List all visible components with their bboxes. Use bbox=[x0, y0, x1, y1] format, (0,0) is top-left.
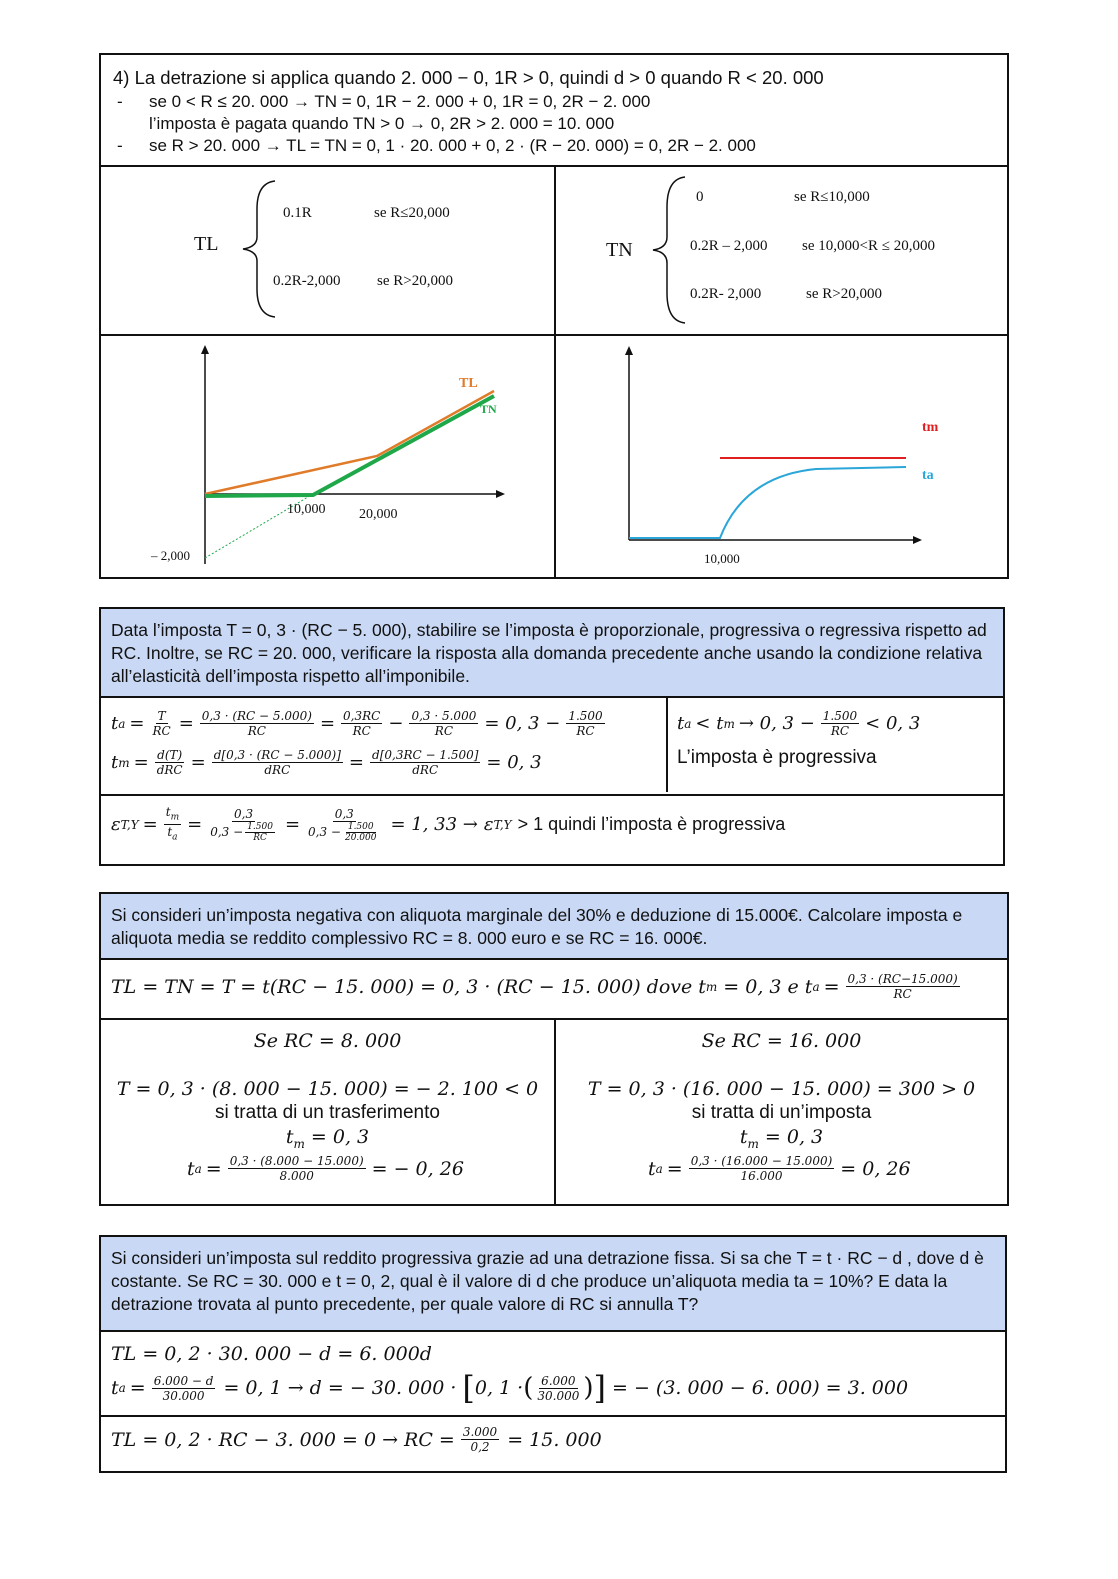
s2-e3-den-fd: 20.000 bbox=[344, 832, 377, 843]
s2-ta-sub: a bbox=[118, 716, 126, 731]
s2-cf-num: 1.500 bbox=[822, 709, 858, 723]
g2-tm-text: tm bbox=[922, 420, 939, 435]
tn-case1-cond: se R≤10,000 bbox=[794, 189, 870, 205]
s3-ta-num: 0,3 · (RC−15.000) bbox=[847, 972, 958, 986]
s3-left-ta-t: t bbox=[187, 1157, 195, 1180]
g1-y-tick-neg2000: – 2,000 bbox=[151, 548, 190, 563]
tn-case3-cond: se R>20,000 bbox=[806, 286, 882, 302]
tl-case2-cond: se R>20,000 bbox=[377, 273, 453, 289]
s3-right-ta-num: 0,3 · (16.000 − 15.000) bbox=[690, 1154, 833, 1168]
s3-right-ta-sub: a bbox=[655, 1161, 663, 1176]
s4-question bbox=[101, 1237, 1005, 1332]
s2-g3-num: d[0,3RC − 1.500] bbox=[372, 748, 479, 762]
s2-g1-den: dRC bbox=[156, 763, 183, 777]
s2-e2-den-pre: 0,3 − bbox=[210, 825, 244, 840]
s2-e3-num: 0,3 bbox=[334, 806, 354, 821]
s4-line3-tail: = 15. 000 bbox=[507, 1428, 602, 1451]
s1-line3: l’imposta è pagata quando TN > 0 → 0, 2R > 2. 000 = 10. 000 bbox=[149, 114, 615, 133]
s4-line3 bbox=[111, 1425, 602, 1454]
s2-tm-result: = 0, 3 bbox=[486, 752, 542, 773]
s2-comp-end: < 0, 3 bbox=[865, 713, 921, 734]
s3-left-ta: t a = $\frac{0,3 \cdot (8.000 - 15.000)}{8.000}$ = − 0, 26 bbox=[187, 1154, 464, 1183]
s4-f1-num: 6.000 − d bbox=[153, 1373, 214, 1388]
s2-conclusion: L’imposta è progressiva bbox=[677, 747, 877, 768]
s3-right-ta-den: 16.000 bbox=[740, 1169, 783, 1183]
tn-case3-expr: 0.2R- 2,000 bbox=[690, 286, 762, 302]
g1-tn-label: TN bbox=[480, 402, 497, 416]
s4-question-text: Si consideri un’imposta sul reddito progressiva grazie ad una detrazione fissa. Si sa che T = t · RC − d , dove d è costante. Se RC = 30. 000 e t = 0, 2, qual è il valore di d che produce un’aliquota media ta = 10%? E data la detrazione trovata al punto precedente, per quale valore di RC si annulla T? bbox=[111, 1248, 984, 1314]
g2-y-arrow bbox=[625, 346, 633, 355]
s2-g2-den: dRC bbox=[264, 763, 291, 777]
s4-f2-den: 30.000 bbox=[537, 1388, 580, 1403]
tn-case1-expr: 0 bbox=[696, 189, 704, 205]
s2-ta-mid: = 0, 3 − bbox=[484, 713, 561, 734]
tl-piecewise bbox=[101, 167, 554, 334]
s1-bullet-1: - bbox=[117, 92, 123, 111]
s2-f3-den: RC bbox=[352, 724, 371, 738]
g1-x-tick-20000: 20,000 bbox=[359, 507, 398, 522]
s2-comp-lt: < t bbox=[695, 713, 724, 734]
s2-f1-den: RC bbox=[152, 724, 171, 738]
graph-tm-ta bbox=[556, 336, 1009, 579]
g1-tn-line bbox=[205, 396, 494, 496]
s1-line4: se R > 20. 000 → TL = TN = 0, 1 · 20. 000 + 0, 2 · (R − 20. 000) = 0, 2R − 2. 000 bbox=[149, 136, 756, 155]
s2-e3-den-pre: 0,3 − bbox=[308, 825, 341, 840]
s2-tm-symbol: t bbox=[111, 752, 119, 773]
s4-f2-num: 6.000 bbox=[541, 1373, 576, 1388]
section-3-box bbox=[99, 892, 1009, 1206]
s3-left-ta-num: 0,3 · (8.000 − 15.000) bbox=[229, 1154, 364, 1168]
g2-tm-label bbox=[922, 420, 938, 436]
s2-comp-ta-sub: a bbox=[684, 716, 692, 731]
s4-ta: t bbox=[111, 1377, 119, 1399]
s3-right-tm-sub: m bbox=[747, 1136, 759, 1151]
g2-ta-label bbox=[922, 468, 934, 484]
s3-right-eq: T = 0, 3 · (16. 000 − 15. 000) = 300 > 0 bbox=[587, 1078, 976, 1100]
s3-question-text: Si consideri un’imposta negativa con aliquota marginale del 30% e deduzione di 15.000€. Calcolare imposta e aliquota media se reddito complessivo RC = 8. 000 euro e se RC = 16. 000€. bbox=[111, 905, 963, 948]
s2-g1-num: d(T) bbox=[157, 748, 183, 762]
s2-eps-tail: > 1 quindi l’imposta è progressiva bbox=[517, 814, 786, 835]
s2-e1-num-sub: m bbox=[170, 812, 180, 823]
s2-eps-sub: T,Y bbox=[120, 817, 139, 832]
s2-f5-num: 1.500 bbox=[568, 709, 603, 723]
s2-comp-tm-sub: m bbox=[723, 716, 735, 731]
s3-right-column bbox=[556, 1020, 1007, 1204]
s4-line1: TL = 0, 2 · 30. 000 − d = 6. 000d bbox=[111, 1343, 432, 1365]
tn-case2-expr: 0.2R – 2,000 bbox=[690, 238, 768, 254]
s2-e1-den-t: t bbox=[167, 825, 173, 840]
tl-case1-cond: se R≤20,000 bbox=[374, 205, 450, 221]
s3-tm-val: = 0, 3 e bbox=[723, 975, 799, 998]
g2-x-tick-10000: 10,000 bbox=[704, 551, 740, 566]
tn-label: TN bbox=[606, 239, 633, 261]
s3-right-title: Se RC = 16. 000 bbox=[701, 1030, 862, 1052]
s2-f2-num: 0,3 · (RC − 5.000) bbox=[201, 709, 312, 723]
s3-ta-sub: a bbox=[812, 979, 820, 994]
s3-ta: t bbox=[804, 975, 813, 998]
s4-ta-sub: a bbox=[118, 1381, 126, 1395]
s3-right-tm-t: t bbox=[739, 1126, 748, 1148]
g1-tl-line bbox=[205, 391, 494, 494]
s4-tail: = − (3. 000 − 6. 000) = 3. 000 bbox=[612, 1377, 909, 1399]
g1-tl-label: TL bbox=[459, 376, 478, 391]
s3-tm: t bbox=[698, 975, 706, 998]
s2-e2-num: 0,3 bbox=[234, 806, 254, 821]
s2-tm-equation: t m = $\frac{d(T)}{\text{dRC}}$ = $\frac{d[0,3 \cdot (RC - 5.000)]}{\text{dRC}}$ = $\frac{d[0,3RC - 1.500]}{\text{dRC}}$ = 0, 3 bbox=[111, 748, 542, 777]
s2-g3-den: dRC bbox=[412, 763, 439, 777]
s2-f2-den: RC bbox=[247, 724, 266, 738]
section-4-box bbox=[99, 1235, 1007, 1473]
s2-question-text: Data l’imposta T = 0, 3 · (RC − 5. 000), stabilire se l’imposta è proporzionale, progressiva o regressiva rispetto ad RC. Inoltre, se RC = 20. 000, verificare la risposta alla domanda precedente anche usando la condizione relativa all’elasticità dell’imposta rispetto all’imponibile. bbox=[111, 620, 987, 686]
s3-left-tm-sub: m bbox=[293, 1136, 305, 1151]
s2-e2-den-fd: RC bbox=[253, 832, 267, 843]
s2-comparison bbox=[677, 709, 920, 738]
s2-divider bbox=[101, 794, 1003, 796]
section-1-box bbox=[99, 53, 1009, 579]
g2-x-arrow bbox=[913, 536, 922, 544]
g1-x-arrow bbox=[496, 490, 505, 498]
s3-left-ta-den: 8.000 bbox=[279, 1169, 314, 1183]
s2-e3-den-fn: 1.500 bbox=[347, 821, 374, 832]
s3-right-ta-res: = 0, 26 bbox=[840, 1157, 911, 1180]
g1-y-arrow bbox=[201, 345, 209, 354]
s2-f1-num: T bbox=[157, 709, 166, 723]
s2-elasticity: ε T,Y = $\frac{t_m}{t_a}$ = 0,3 0,3 − $\frac{1.500}{RC}$ = 0,3 0,3 − $\frac{1.500}{20.000}$ = 1, 33 → ε T,Y > 1 quindi l’imposta è progressiva bbox=[111, 805, 786, 843]
s3-left-ta-res: = − 0, 26 bbox=[371, 1157, 464, 1180]
s3-left-note: si tratta di un trasferimento bbox=[215, 1102, 440, 1123]
s1-bullet-2: - bbox=[117, 136, 123, 155]
s2-g2-num: d[0,3 · (RC − 5.000)] bbox=[213, 748, 341, 762]
s2-f4-num: 0,3 · 5.000 bbox=[411, 709, 477, 723]
graph-tl-tn bbox=[101, 336, 554, 579]
s2-eps-result: = 1, 33 → bbox=[390, 814, 478, 836]
s2-eps: ε bbox=[111, 814, 121, 836]
tl-case1-expr: 0.1R bbox=[283, 205, 312, 221]
s3-right-ta: t a = $\frac{0,3 \cdot (16.000 - 15.000)}{16.000}$ = 0, 26 bbox=[648, 1154, 911, 1183]
s2-f3-num: 0,3RC bbox=[343, 709, 381, 723]
s3-left-column bbox=[101, 1020, 554, 1204]
g2-ta-text: ta bbox=[922, 468, 934, 483]
s2-comp-mid: → 0, 3 − bbox=[738, 713, 815, 734]
s2-f4-den: RC bbox=[434, 724, 453, 738]
s3-formula: TL = TN = T = t(RC − 15. 000) = 0, 3 · (RC − 15. 000) dove bbox=[111, 975, 693, 998]
tl-brace bbox=[239, 179, 279, 319]
g1-x-tick-10000: 10,000 bbox=[287, 502, 326, 517]
s2-e1-num-t: t bbox=[165, 805, 171, 819]
s2-f5-den: RC bbox=[576, 724, 595, 738]
s4-f3-num: 3.000 bbox=[462, 1425, 498, 1439]
s3-left-tm-val: = 0, 3 bbox=[310, 1126, 370, 1148]
s4-mid: = 0, 1 → d = − 30. 000 · bbox=[223, 1377, 457, 1399]
s3-left-eq: T = 0, 3 · (8. 000 − 15. 000) = − 2. 100 < 0 bbox=[116, 1078, 539, 1100]
s1-line2: se 0 < R ≤ 20. 000 → TN = 0, 1R − 2. 000 + 0, 1R = 0, 2R − 2. 000 bbox=[149, 92, 651, 111]
g2-ta-curve bbox=[629, 467, 906, 538]
s1-line1: 4) La detrazione si applica quando 2. 000 − 0, 1R > 0, quindi d > 0 quando R < 20. 000 bbox=[113, 67, 824, 88]
tn-brace bbox=[649, 175, 689, 325]
s2-question bbox=[101, 609, 1003, 698]
tn-piecewise bbox=[556, 167, 1009, 334]
s3-tm-sub: m bbox=[705, 979, 718, 994]
tn-case2-cond: se 10,000<R ≤ 20,000 bbox=[802, 238, 935, 254]
s3-formula-line: TL = TN = T = t(RC − 15. 000) = 0, 3 · (RC − 15. 000) dove t m = 0, 3 e t a = $\frac{0,3 \cdot (RC-15.000)}{RC}$ bbox=[111, 972, 958, 1001]
s3-right-tm-val: = 0, 3 bbox=[764, 1126, 824, 1148]
s3-ta-den: RC bbox=[893, 987, 912, 1001]
s3-right-tm bbox=[556, 1126, 1007, 1151]
s3-right-note: si tratta di un’imposta bbox=[691, 1102, 872, 1123]
tl-label: TL bbox=[194, 233, 219, 255]
s3-left-title: Se RC = 8. 000 bbox=[253, 1030, 402, 1052]
s3-left-ta-sub: a bbox=[194, 1161, 202, 1176]
s4-line3-pre: TL = 0, 2 · RC − 3. 000 = 0 → RC = bbox=[111, 1428, 455, 1451]
s2-eps-2-sub: T,Y bbox=[493, 817, 512, 832]
s2-cf-den: RC bbox=[830, 724, 850, 738]
s2-e2-den-fn: 1.500 bbox=[247, 821, 273, 832]
s2-ta-symbol: t bbox=[111, 713, 119, 734]
s2-eps-2: ε bbox=[483, 814, 494, 836]
s3-left-tm bbox=[101, 1126, 554, 1151]
s4-f3-den: 0,2 bbox=[470, 1440, 490, 1454]
tl-case2-expr: 0.2R-2,000 bbox=[273, 273, 341, 289]
s4-f1-den: 30.000 bbox=[162, 1388, 205, 1403]
s4-line2: t a = $\frac{6.000 - d}{30.000}$ = 0, 1 → d = − 30. 000 · [ 0, 1 · ( $\frac{6.000}{30.000}$ ) ] = − (3. 000 − 6. 000) = 3. 000 bbox=[111, 1369, 909, 1407]
s2-vertical-divider bbox=[666, 698, 668, 792]
s3-right-ta-t: t bbox=[648, 1157, 656, 1180]
s4-divider bbox=[101, 1415, 1005, 1417]
s4-bracket-in: 0, 1 · bbox=[474, 1377, 524, 1399]
section-2-box bbox=[99, 607, 1005, 866]
s2-e1-den-sub: a bbox=[172, 832, 178, 843]
s3-question bbox=[101, 894, 1007, 960]
s2-ta-equation: t a = $\frac{T}{RC}$ = $\frac{0,3 \cdot (RC - 5.000)}{RC}$ = $\frac{0,3RC}{RC}$ − $\frac{0,3 \cdot 5.000}{RC}$ = 0, 3 − $\frac{1.500}{RC}$ bbox=[111, 709, 603, 738]
s2-tm-sub: m bbox=[118, 755, 130, 770]
s3-left-tm-t: t bbox=[285, 1126, 294, 1148]
s2-comp-ta: t bbox=[677, 713, 685, 734]
